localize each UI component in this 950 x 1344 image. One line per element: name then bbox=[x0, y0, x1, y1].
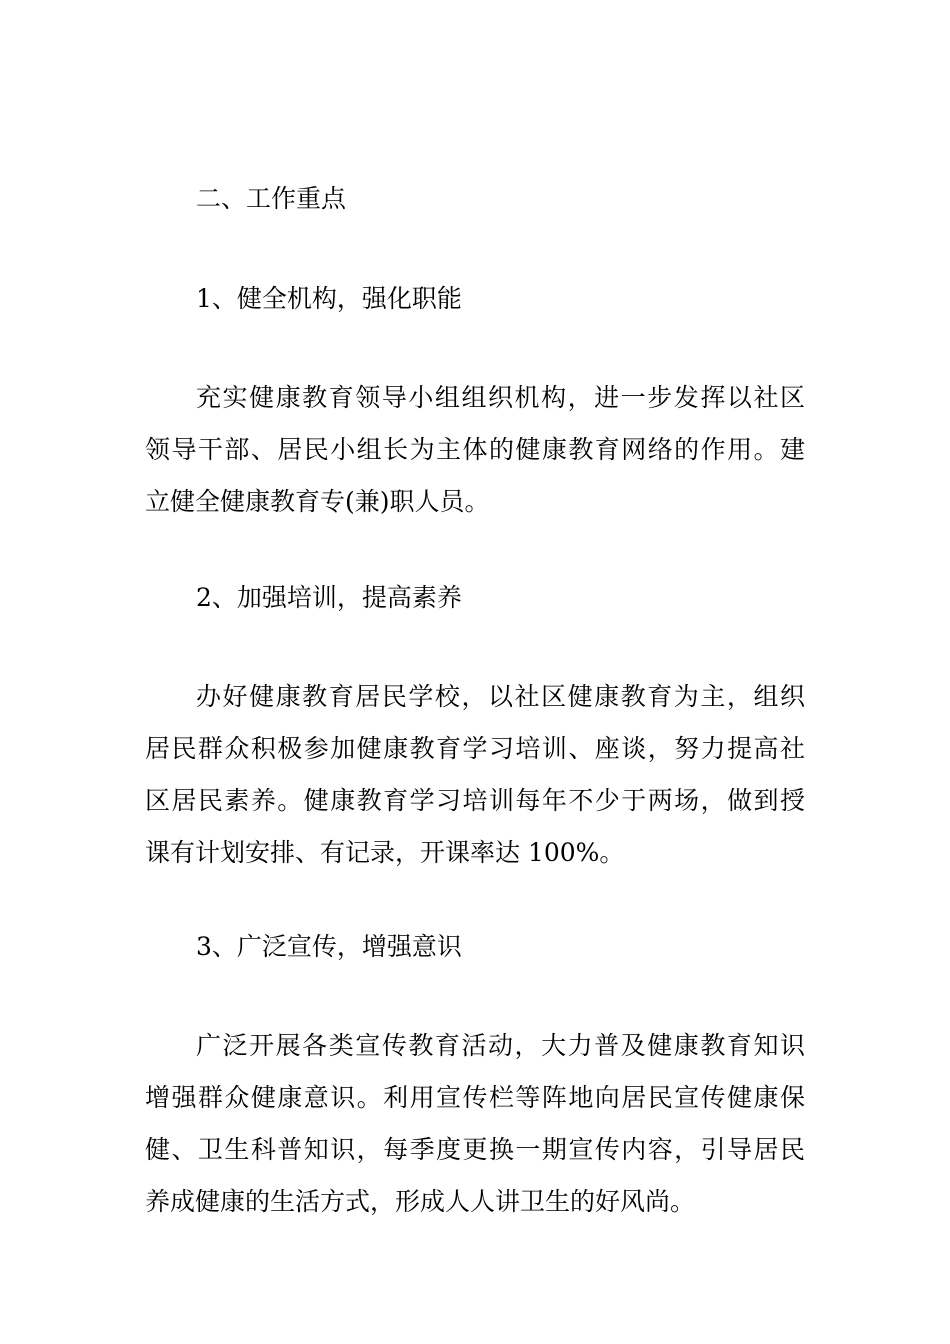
paragraph-line: 居民群众积极参加健康教育学习培训、座谈，努力提高社 bbox=[145, 734, 805, 763]
paragraph-line: 立健全健康教育专(兼)职人员。 bbox=[145, 487, 490, 516]
paragraph-line: 健、卫生科普知识，每季度更换一期宣传内容，引导居民 bbox=[145, 1135, 805, 1164]
paragraph-line: 增强群众健康意识。利用宣传栏等阵地向居民宣传健康保 bbox=[145, 1083, 805, 1112]
paragraph-line: 广泛开展各类宣传教育活动，大力普及健康教育知识 bbox=[196, 1031, 805, 1060]
paragraph-line: 课有计划安排、有记录，开课率达 100%。 bbox=[145, 838, 625, 867]
item-1-heading: 1、健全机构，强化职能 bbox=[196, 284, 462, 313]
item-3-paragraph bbox=[145, 1020, 805, 1228]
paragraph-line: 养成健康的生活方式，形成人人讲卫生的好风尚。 bbox=[145, 1187, 696, 1216]
item-2-heading: 2、加强培训，提高素养 bbox=[196, 583, 462, 612]
item-3-heading: 3、广泛宣传，增强意识 bbox=[196, 932, 462, 961]
paragraph-line: 领导干部、居民小组长为主体的健康教育网络的作用。建 bbox=[145, 435, 805, 464]
item-1-paragraph bbox=[145, 372, 805, 528]
item-2-paragraph bbox=[145, 671, 805, 879]
paragraph-line: 办好健康教育居民学校，以社区健康教育为主，组织 bbox=[196, 682, 805, 711]
paragraph-line: 区居民素养。健康教育学习培训每年不少于两场，做到授 bbox=[145, 786, 805, 815]
paragraph-line: 充实健康教育领导小组组织机构，进一步发挥以社区 bbox=[196, 383, 805, 412]
section-title: 二、工作重点 bbox=[196, 184, 347, 213]
